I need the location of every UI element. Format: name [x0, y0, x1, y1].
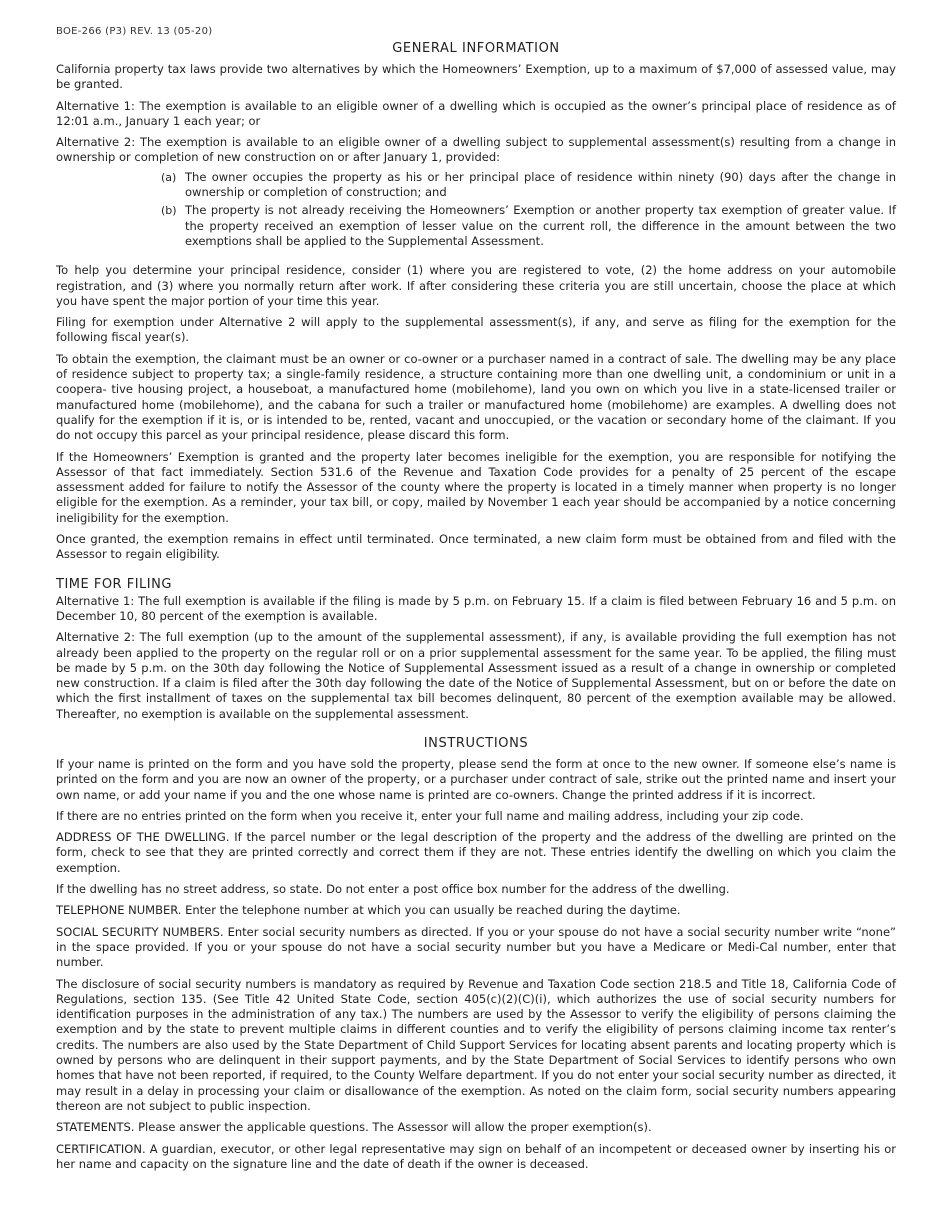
telephone-number-paragraph: TELEPHONE NUMBER. Enter the telephone number at which you can usually be reached during the daytime.: [56, 903, 681, 918]
time-for-filing-heading: TIME FOR FILING: [56, 576, 172, 592]
filing-alternative-2: Alternative 2: The full exemption (up to the amount of the supplemental assessment), if any, is available providing the full exemption has not already been applied to the property on the regular roll or on a prior supplemental assessment for the same year. To be applied, the filing must be made by 5 p.m. on the 30th day following the Notice of Supplemental Assessment issued as a result of a change in ownership or completed new construction. If a claim is filed after the 30th day following the date of the Notice of Supplemental Assessment, but on or before the date on which the first installment of taxes on the supplemental tax bill becomes delinquent, 80 percent of the exemption available may be allowed. Thereafter, no exemption is available on the supplemental assessment.: [56, 630, 896, 721]
general-intro: California property tax laws provide two alternatives by which the Homeowners’ Exemption, up to a maximum of $7,000 of assessed value, may be granted.: [56, 62, 896, 92]
condition-label: (a): [161, 170, 177, 184]
condition-text: The property is not already receiving the Homeowners’ Exemption or another property tax exemption of greater value. If the property received an exemption of lesser value on the current roll, the difference in the amount between the two exemptions shall be applied to the Supplemental Assessment.: [185, 203, 896, 248]
name-printed-paragraph: If your name is printed on the form and you have sold the property, please send the form at once to the new owner. If someone else’s name is printed on the form and you are now an owner of the property, or a purchaser under contract of sale, strike out the printed name and insert your own name, or add your name if you and the one whose name is printed are co-owners. Change the printed address if it is incorrect.: [56, 756, 896, 802]
once-granted-paragraph: Once granted, the exemption remains in effect until terminated. Once terminated, a new claim form must be obtained from and filed with the Assessor to regain eligibility.: [56, 532, 896, 562]
social-security-paragraph: SOCIAL SECURITY NUMBERS. Enter social security numbers as directed. If you or your spouse do not have a social security number write “none” in the space provided. If you or your spouse do not have a social security number but you have a Medicare or Medi-Cal number, enter that number.: [56, 924, 896, 970]
condition-text: The owner occupies the property as his or her principal place of residence within ninety (90) days after the change in ownership or completion of construction; and: [185, 169, 896, 200]
condition-label: (b): [161, 204, 177, 218]
principal-residence-paragraph: To help you determine your principal residence, consider (1) where you are registered to vote, (2) the home address on your automobile registration, and (3) where you normally return after work. If after considering these criteria you are still uncertain, choose the place at which you have spent the major portion of your time this year.: [56, 263, 896, 308]
ssn-disclosure-paragraph: The disclosure of social security numbers is mandatory as required by Revenue and Taxation Code section 218.5 and Title 18, California Code of Regulations, section 135. (See Title 42 United State Code, section 405(c)(2)(C)(i), which authorizes the use of social security numbers for identification purposes in the administration of any tax.) The numbers are used by the Assessor to verify the eligibility of persons claiming the exemption and by the state to prevent multiple claims in different counties and to verify the eligibility of persons claiming income tax renter’s credits. The numbers are also used by the State Department of Child Support Services for locating absent parents and locating property which is owned by persons who are delinquent in their support payments, and by the State Department of Social Services to identify persons who own homes that have not been reported, if required, to the County Welfare department. If you do not enter your social security number as directed, it may result in a delay in processing your claim or disallowance of the exemption. As noted on the claim form, social security numbers appearing thereon are not subject to public inspection.: [56, 976, 896, 1113]
document-page: [56, 26, 896, 1178]
general-information-heading: GENERAL INFORMATION: [392, 41, 560, 56]
general-alternative-2: Alternative 2: The exemption is available to an eligible owner of a dwelling subject to supplemental assessment(s) resulting from a change in ownership or completion of new construction on or after January 1, provided:: [56, 135, 896, 165]
form-number: BOE-266 (P3) REV. 13 (05-20): [56, 26, 213, 37]
ineligibility-paragraph: If the Homeowners’ Exemption is granted and the property later becomes ineligible for the exemption, you are responsible for notifying the Assessor of that fact immediately. Section 531.6 of the Revenue and Taxation Code provides for a penalty of 25 percent of the escape assessment added for failure to notify the Assessor of the county where the property is located in a timely manner when property is no longer eligible for the exemption. As a reminder, your tax bill, or copy, mailed by November 1 each year should be accompanied by a notice concerning ineligibility for the exemption.: [56, 449, 896, 525]
certification-paragraph: CERTIFICATION. A guardian, executor, or other legal representative may sign on behalf of an incompetent or deceased owner by inserting his or her name and capacity on the signature line and the date of death if the owner is deceased.: [56, 1141, 896, 1171]
general-alternative-1: Alternative 1: The exemption is available to an eligible owner of a dwelling which is occupied as the owner’s principal place of residence as of 12:01 a.m., January 1 each year; or: [56, 98, 896, 128]
instructions-heading: INSTRUCTIONS: [423, 735, 529, 751]
conditions-list: [161, 170, 896, 249]
obtain-exemption-paragraph: To obtain the exemption, the claimant must be an owner or co-owner or a purchaser named in a contract of sale. The dwelling may be any place of residence subject to property tax; a single-family residence, a structure containing more than one dwelling unit, a condominium or unit in a coopera- tive housing project, a houseboat, a manufactured home (mobilehome), land you own on which you live in a state-licensed trailer or manufactured home (mobilehome), and the cabana for such a trailer or manufactured home (mobilehome) are examples. A dwelling does not qualify for the exemption if it is, or is intended to be, rented, vacant and unoccupied, or the vacation or secondary home of the claimant. If you do not occupy this parcel as your principal residence, please discard this form.: [56, 351, 896, 443]
no-entries-paragraph: If there are no entries printed on the form when you receive it, enter your full name and mailing address, including your zip code.: [56, 808, 804, 823]
address-of-dwelling-paragraph: ADDRESS OF THE DWELLING. If the parcel number or the legal description of the property and the address of the dwelling are printed on the form, check to see that they are printed correctly and correct them if they are not. These entries identify the dwelling on which you claim the exemption.: [56, 830, 896, 875]
no-street-address-paragraph: If the dwelling has no street address, so state. Do not enter a post office box number for the address of the dwelling.: [56, 882, 730, 897]
filing-alternative-1: Alternative 1: The full exemption is available if the filing is made by 5 p.m. on February 15. If a claim is filed between February 16 and 5 p.m. on December 10, 80 percent of the exemption is available.: [56, 593, 896, 623]
condition-item: [161, 203, 896, 249]
condition-item: [161, 170, 896, 201]
statements-paragraph: STATEMENTS. Please answer the applicable questions. The Assessor will allow the proper exemption(s).: [56, 1120, 652, 1135]
filing-alternative-2-paragraph: Filing for exemption under Alternative 2 will apply to the supplemental assessment(s), if any, and serve as filing for the exemption for the following fiscal year(s).: [56, 315, 896, 345]
